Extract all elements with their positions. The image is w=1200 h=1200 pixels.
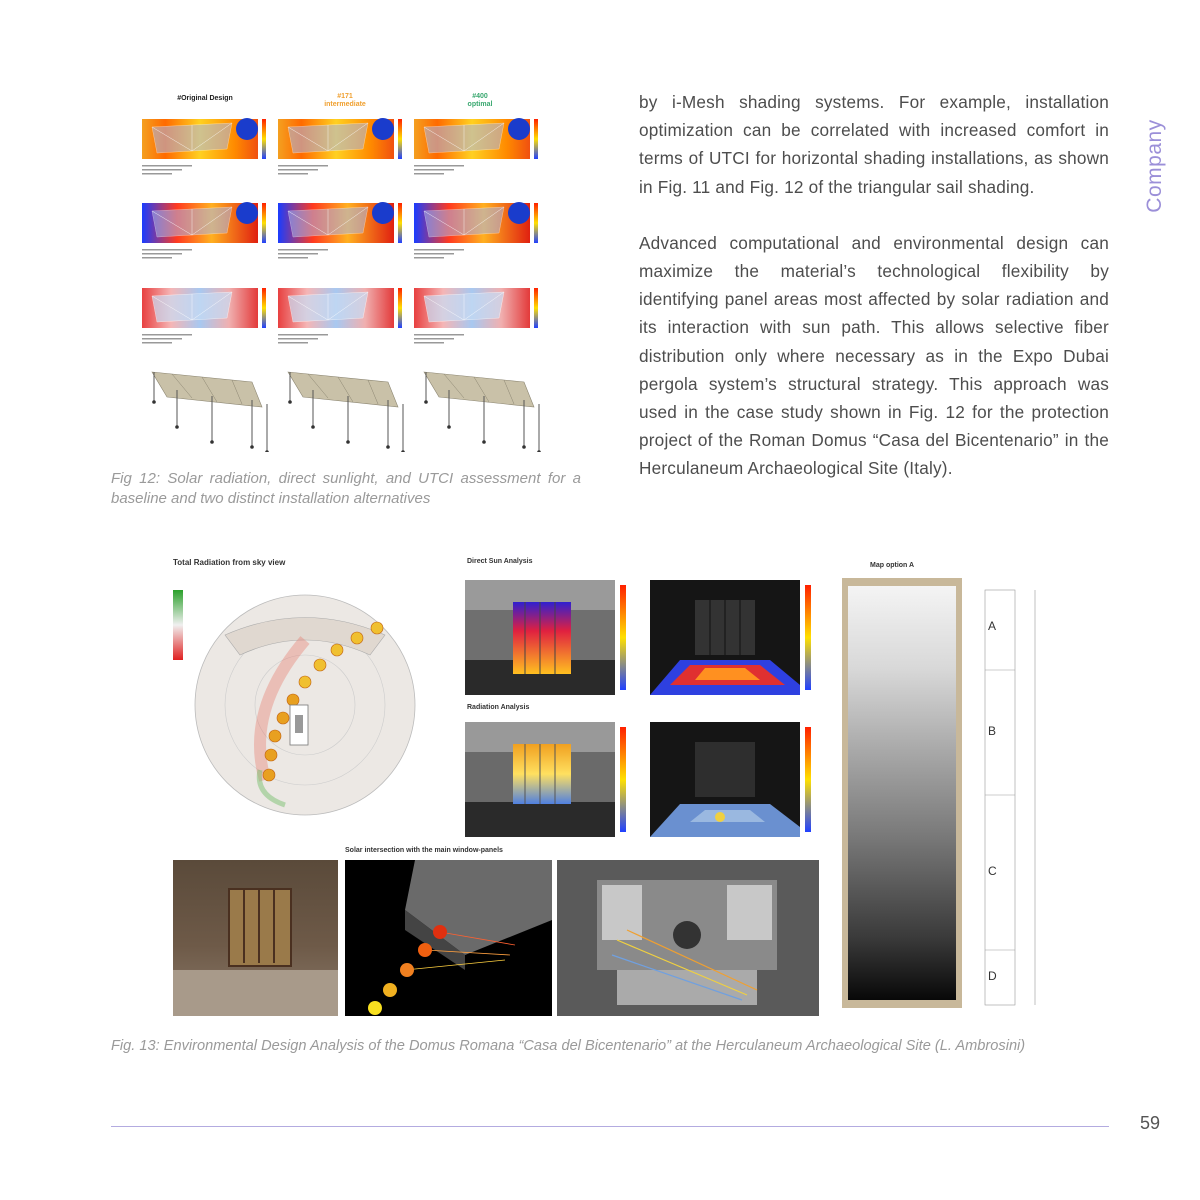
- solar-intersection-title: Solar intersection with the main window-panels: [345, 847, 503, 854]
- solar-intersection-render-2: [557, 860, 819, 1016]
- total-radiation-title: Total Radiation from sky view: [173, 558, 286, 567]
- fig12-pergola-model: [152, 372, 269, 452]
- total-radiation-panel: [165, 550, 465, 840]
- paragraph-2: Advanced computational and environmental design can maximize the material’s technological flexibility by identifying panel areas most affected by solar radiation and its interaction with sun path. This allows selective fiber distribution only where necessary as in the Expo Dubai pergola system’s structural strategy. This approach was used in the case study shown in Fig. 12 for the protection project of the Roman Domus “Casa del Bicentenario” in the Herculaneum Archaeological Site (Italy).: [639, 232, 1109, 479]
- sun-position-marker: [287, 694, 299, 706]
- map-zone-label: B: [988, 724, 997, 738]
- fig12-col-400-title: #400: [472, 93, 488, 100]
- radiation-render-2: [650, 722, 820, 837]
- fig12-analysis-grid: [140, 92, 550, 452]
- radiation-render-1: [465, 722, 635, 837]
- map-option-title: Map option A: [870, 562, 915, 569]
- fig12-col-171-subtitle: intermediate: [324, 101, 366, 108]
- fig12-caption: Fig 12: Solar radiation, direct sunlight, and UTCI assessment for a baseline and two distinct installation alternatives: [111, 470, 581, 507]
- sun-position-marker: [351, 632, 363, 644]
- paragraph-1: by i-Mesh shading systems. For example, installation optimization can be correlated with increased comfort in terms of UTCI for horizontal shading installations, as shown in Fig. 11 and Fig. 12 of the triangular sail shading.: [639, 92, 1109, 197]
- sun-position-marker: [314, 659, 326, 671]
- fig12-col-171-title: #171: [337, 93, 353, 100]
- fig12-thumbnail: [142, 118, 266, 175]
- fig12-thumbnail: [142, 202, 266, 259]
- fig12-thumbnail: [414, 118, 538, 175]
- direct-sun-title: Direct Sun Analysis: [467, 558, 533, 565]
- footer-rule: [111, 1126, 1109, 1127]
- sun-position-marker: [331, 644, 343, 656]
- direct-sun-render-2: [650, 580, 820, 695]
- figure-12: [140, 92, 550, 452]
- sun-position-marker: [269, 730, 281, 742]
- room-photo: [173, 860, 338, 1016]
- map-zone-label: A: [988, 619, 997, 633]
- fig12-col-original-title: #Original Design: [177, 95, 233, 102]
- body-text: [639, 88, 1109, 511]
- fig13-caption: Fig. 13: Environmental Design Analysis of the Domus Romana “Casa del Bicentenario” at the Herculaneum Archaeological Site (L. Ambrosini): [111, 1038, 1026, 1054]
- section-label-text: Company: [1143, 119, 1166, 213]
- fig12-thumbnail: [142, 288, 266, 344]
- fig12-thumbnail: [414, 202, 538, 259]
- fig12-pergola-model: [424, 372, 541, 452]
- figure-13: [165, 550, 1065, 1020]
- map-zone-label: C: [988, 864, 997, 878]
- fig12-col-400-subtitle: optimal: [467, 101, 493, 108]
- solar-intersection-render-1: [345, 860, 552, 1016]
- sun-position-marker: [299, 676, 311, 688]
- fig12-pergola-model: [288, 372, 405, 452]
- sky-view-diagram: [165, 550, 465, 840]
- page-number: 59: [1140, 1113, 1161, 1133]
- map-zone-label: D: [988, 969, 997, 983]
- fig12-thumbnail: [278, 202, 402, 259]
- sun-position-marker: [265, 749, 277, 761]
- map-zone-diagram: [980, 585, 1060, 1015]
- fig12-thumbnail: [414, 288, 538, 344]
- direct-sun-render-1: [465, 580, 635, 695]
- section-label: [1140, 114, 1170, 224]
- sun-position-marker: [277, 712, 289, 724]
- radiation-analysis-title: Radiation Analysis: [467, 704, 530, 711]
- sun-position-marker: [263, 769, 275, 781]
- fig12-thumbnail: [278, 118, 402, 175]
- fig12-thumbnail: [278, 288, 402, 344]
- map-option-panel: [842, 578, 962, 1008]
- sun-position-marker: [371, 622, 383, 634]
